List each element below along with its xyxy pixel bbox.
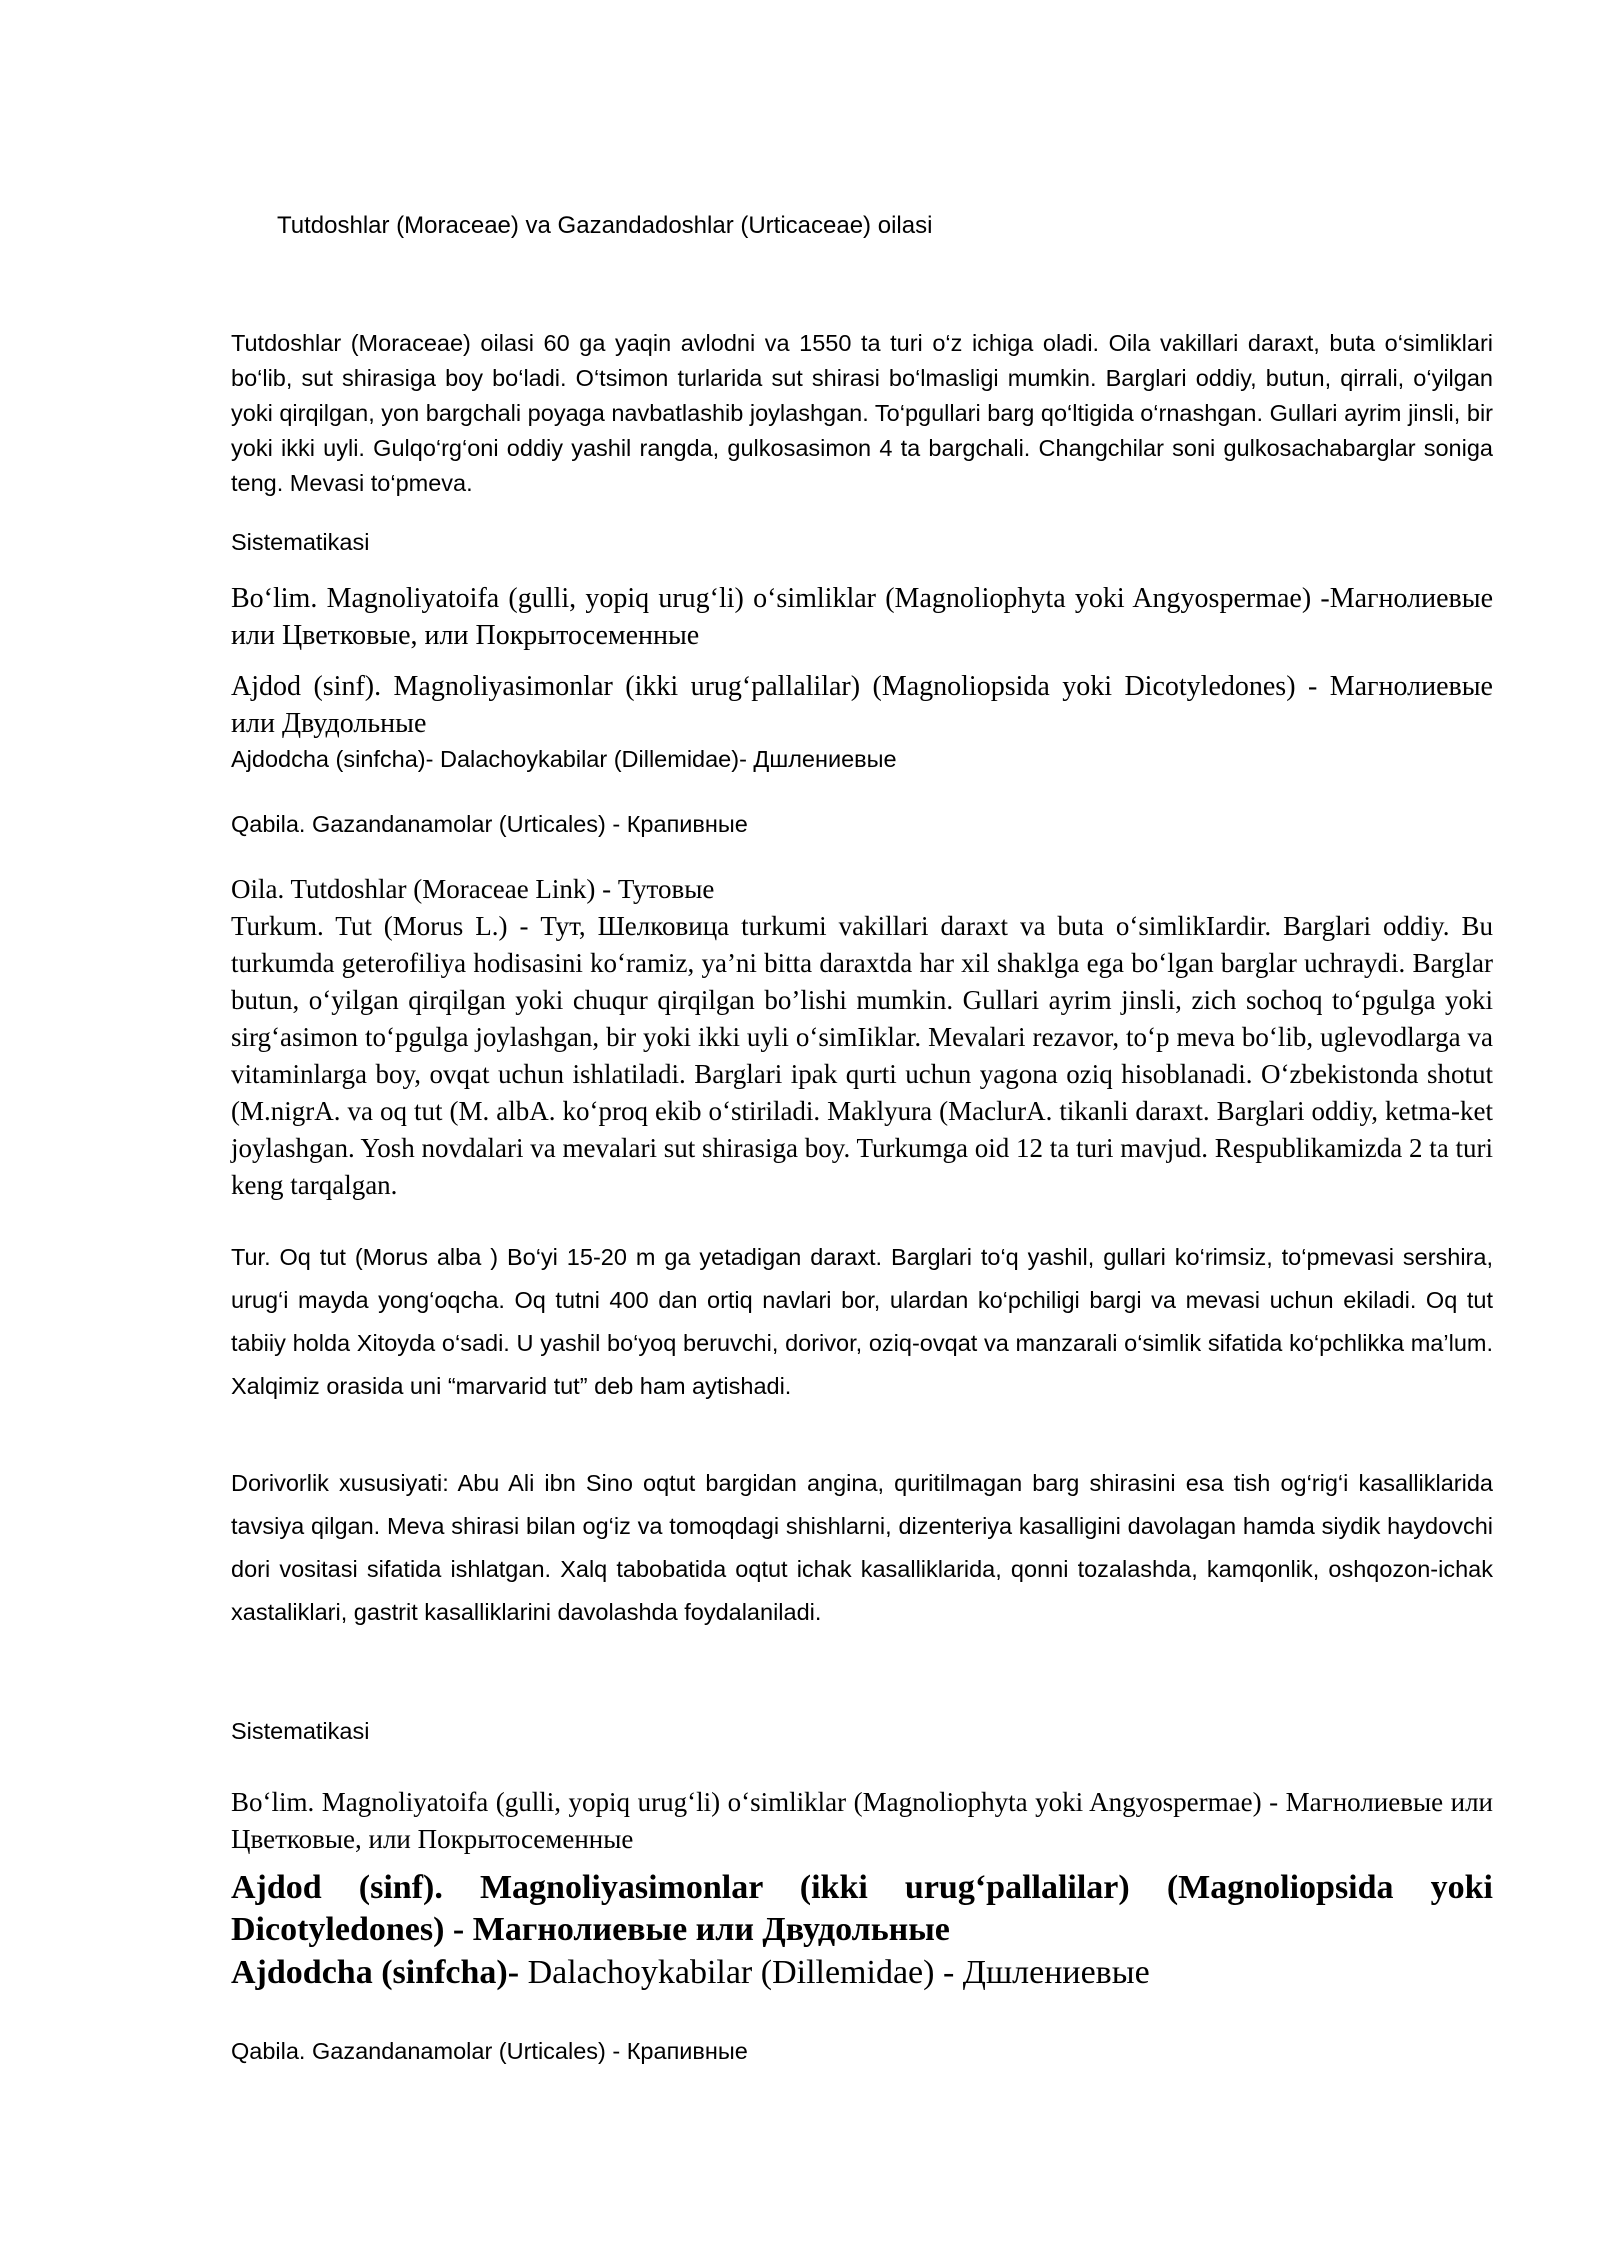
division-line-2: Bo‘lim. Magnoliyatoifa (gulli, yopiq urug‘li) o‘simliklar (Magnoliophyta yoki Angyospermae) - Магнолиевые или Цветковые, или Покрытосеменные	[231, 1787, 1493, 1854]
division-line-1: Bo‘lim. Magnoliyatoifa (gulli, yopiq urug‘li) o‘simliklar (Magnoliophyta yoki Angyospermae) -Магнолиевые или Цветковые, или Покрытосеменные	[231, 583, 1493, 651]
subclass-line-1: Ajdodcha (sinfcha)- Dalachoykabilar (Dillemidae)- Дшлениевые	[231, 746, 897, 772]
page-title: Tutdoshlar (Moraceae) va Gazandadoshlar (Urticaceae) oilasi	[277, 212, 933, 239]
systematics-heading-1: Sistematikasi	[231, 529, 370, 555]
species-paragraph: Tur. Oq tut (Morus alba ) Bo‘yi 15-20 m ga yetadigan daraxt. Barglari to‘q yashil, gullari ko‘rimsiz, to‘pmevasi sershira, urug‘i mayda yong‘oqcha. Oq tutni 400 dan ortiq navlari bor, ulardan ko‘pchiligi bargi va mevasi uchun ekiladi. Oq tut tabiiy holda Xitoyda o‘sadi. U yashil bo‘yoq beruvchi, dorivor, oziq-ovqat va manzarali o‘simlik sifatida ko‘pchlikka ma’lum. Xalqimiz orasida uni “marvarid tut” deb ham aytishadi.	[231, 1244, 1493, 1399]
class-line-2: Ajdod (sinf). Magnoliyasimonlar (ikki urug‘pallalilar) (Magnoliopsida yoki Dicotyledones) - Магнолиевые или Двудольные	[231, 1869, 1493, 1948]
subclass-text-2: Dalachoykabilar (Dillemidae) - Дшлениевые	[519, 1954, 1150, 1991]
subclass-label-2: Ajdodcha (sinfcha)-	[231, 1954, 520, 1991]
medicinal-paragraph: Dorivorlik xususiyati: Abu Ali ibn Sino oqtut bargidan angina, quritilmagan barg shirasini esa tish og‘rig‘i kasalliklarida tavsiya qilgan. Meva shirasi bilan og‘iz va tomoqdagi shishlarni, dizenteriya kasalligini davolagan hamda siydik haydovchi dori vositasi sifatida ishlatgan. Xalq tabobatida oqtut ichak kasalliklarida, qonni tozalashda, kamqonlik, oshqozon-ichak xastaliklari, gastrit kasalliklarini davolashda foydalaniladi.	[231, 1470, 1493, 1625]
subclass-line-2	[231, 1952, 1493, 1994]
class-line-1: Ajdod (sinf). Magnoliyasimonlar (ikki urug‘pallalilar) (Magnoliopsida yoki Dicotyledones) - Магнолиевые или Двудольные	[231, 671, 1493, 739]
order-line-1: Qabila. Gazandanamolar (Urticales) - Крапивные	[231, 811, 748, 837]
systematics-heading-2: Sistematikasi	[231, 1718, 370, 1744]
family-line: Oila. Tutdoshlar (Moraceae Link) - Тутовые	[231, 874, 715, 904]
order-line-2: Qabila. Gazandanamolar (Urticales) - Крапивные	[231, 2038, 748, 2064]
intro-paragraph: Tutdoshlar (Moraceae) oilasi 60 ga yaqin avlodni va 1550 ta turi o‘z ichiga oladi. Oila vakillari daraxt, buta o‘simliklari bo‘lib, sut shirasiga boy bo‘ladi. O‘tsimon turlarida sut shirasi bo‘lmasligi mumkin. Barglari oddiy, butun, qirrali, o‘yilgan yoki qirqilgan, yon bargchali poyaga navbatlashib joylashgan. To‘pgullari barg qo‘ltigida o‘rnashgan. Gullari ayrim jinsli, bir yoki ikki uyli. Gulqo‘rg‘oni oddiy yashil rangda, gulkosasimon 4 ta bargchali. Changchilar soni gulkosachabarglar soniga teng. Mevasi to‘pmeva.	[231, 330, 1493, 496]
genus-paragraph: Turkum. Tut (Morus L.) - Тут, Шелковица turkumi vakillari daraxt va buta o‘simlikIardir. Barglari oddiy. Bu turkumda geterofiliya hodisasini ko‘ramiz, ya’ni bitta daraxtda har xil shaklga ega bo‘lgan barglar uchraydi. Barglar butun, o‘yilgan qirqilgan yoki chuqur qirqilgan bo’lishi mumkin. Gullari ayrim jinsli, zich sochoq to‘pgulga yoki sirg‘asimon to‘pgulga joylashgan, bir yoki ikki uyli o‘simIiklar. Mevalari rezavor, to‘p meva bo‘lib, uglevodlarga va vitaminlarga boy, ovqat uchun ishlatiladi. Barglari ipak qurti uchun yagona oziq hisoblanadi. O‘zbekistonda shotut (M.nigrA. va oq tut (M. albA. ko‘proq ekib o‘stiriladi. Maklyura (MaclurA. tikanli daraxt. Barglari oddiy, ketma-ket joylashgan. Yosh novdalari va mevalari sut shirasiga boy. Turkumga oid 12 ta turi mavjud. Respublikamizda 2 ta turi keng tarqalgan.	[231, 911, 1493, 1200]
